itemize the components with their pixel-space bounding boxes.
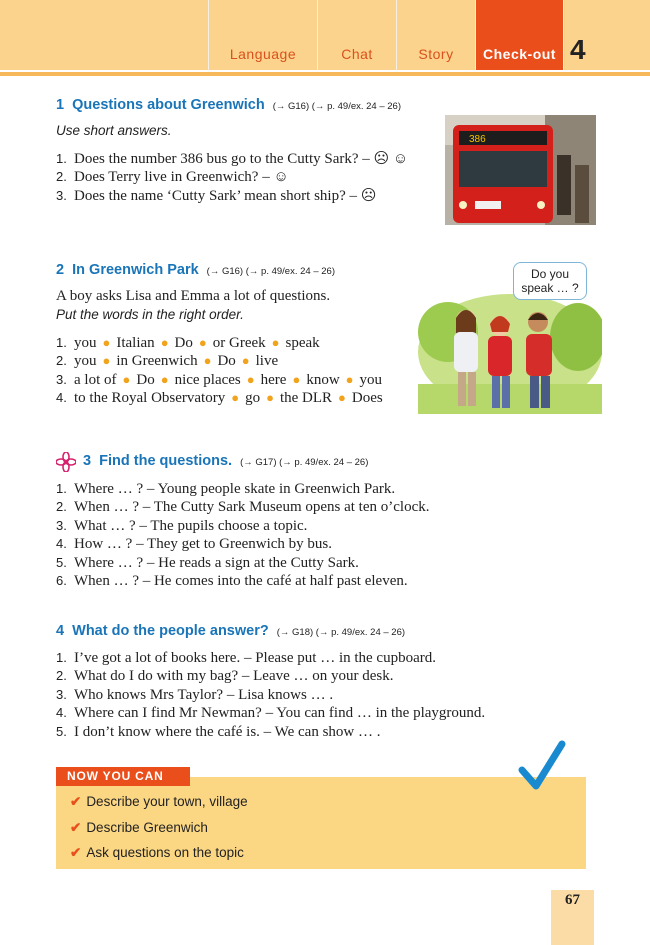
bus-number-sign: 386 — [469, 134, 486, 145]
list-item: 1. you ● Italian ● Do ● or Greek ● speak — [56, 335, 320, 351]
chapter-header — [0, 0, 650, 70]
speech-bubble: Do you speak … ? — [513, 262, 587, 300]
now-you-can-label: NOW YOU CAN — [56, 767, 190, 786]
list-item: 4. How … ? – They get to Greenwich by bus. — [56, 536, 333, 553]
park-illustration — [418, 292, 602, 414]
checkmark-icon: ✔ — [70, 794, 82, 809]
flower-icon — [56, 452, 76, 472]
section-4-list — [56, 649, 485, 741]
section-1-list — [56, 150, 408, 205]
section-3-title: 3 Find the questions. (→ G17) (→ p. 49/ex. 24 – 26) — [83, 453, 369, 469]
list-item: 2. Does Terry live in Greenwich? – ☺ — [56, 169, 289, 186]
tab-chat[interactable]: Chat — [317, 0, 396, 70]
list-item: 5. I don’t know where the café is. – We can show … . — [56, 723, 381, 740]
now-you-can-item: ✔ Describe your town, village — [70, 794, 248, 809]
list-item: 3. a lot of ● Do ● nice places ● here ● know ● you — [56, 371, 383, 388]
list-item: 4. to the Royal Observatory ● go ● the DLR ● Does — [56, 390, 383, 407]
tab-language[interactable]: Language — [208, 0, 317, 70]
page-number-box — [551, 890, 594, 945]
header-rule — [0, 72, 650, 76]
list-item: 3. Who knows Mrs Taylor? – Lisa knows … . — [56, 686, 334, 703]
list-item: 3. What … ? – The pupils choose a topic. — [56, 517, 308, 534]
list-item: 1. Does the number 386 bus go to the Cutty Sark? – ☹ ☺ — [56, 151, 409, 167]
chapter-number: 4 — [570, 34, 586, 65]
list-item: 2. When … ? – The Cutty Sark Museum opens at ten o’clock. — [56, 499, 430, 516]
bus-photo — [445, 115, 596, 225]
page-number: 67 — [565, 892, 580, 908]
list-item: 5. Where … ? – He reads a sign at the Cutty Sark. — [56, 554, 359, 571]
section-1-title: 1 Questions about Greenwich (→ G16) (→ p. 49/ex. 24 – 26) — [56, 97, 402, 113]
list-item: 2. What do I do with my bag? – Leave … on your desk. — [56, 668, 394, 685]
list-item: 1. I’ve got a lot of books here. – Please put … in the cupboard. — [56, 650, 436, 666]
big-checkmark-icon — [518, 740, 566, 792]
section-2-intro: A boy asks Lisa and Emma a lot of questions. — [56, 288, 331, 304]
tab-story[interactable]: Story — [396, 0, 475, 70]
checkmark-icon: ✔ — [70, 820, 82, 835]
list-item: 4. Where can I find Mr Newman? – You can find … in the playground. — [56, 705, 486, 722]
list-item: 3. Does the name ‘Cutty Sark’ mean short ship? – ☹ — [56, 187, 377, 204]
list-item: 2. you ● in Greenwich ● Do ● live — [56, 353, 279, 370]
section-2-title: 2 In Greenwich Park (→ G16) (→ p. 49/ex. 24 – 26) — [56, 262, 335, 278]
section-2-list — [56, 334, 383, 408]
section-4-title: 4 What do the people answer? (→ G18) (→ p. 49/ex. 24 – 26) — [56, 623, 406, 639]
tab-check-out[interactable]: Check-out — [475, 0, 563, 70]
now-you-can-item: ✔ Ask questions on the topic — [70, 845, 244, 860]
now-you-can-item: ✔ Describe Greenwich — [70, 820, 208, 835]
checkmark-icon: ✔ — [70, 845, 82, 860]
section-2-instruction: Put the words in the right order. — [56, 307, 244, 322]
list-item: 1. Where … ? – Young people skate in Greenwich Park. — [56, 481, 396, 497]
list-item: 6. When … ? – He comes into the café at half past eleven. — [56, 573, 408, 590]
section-3-list — [56, 480, 429, 590]
section-1-instruction: Use short answers. — [56, 123, 172, 138]
